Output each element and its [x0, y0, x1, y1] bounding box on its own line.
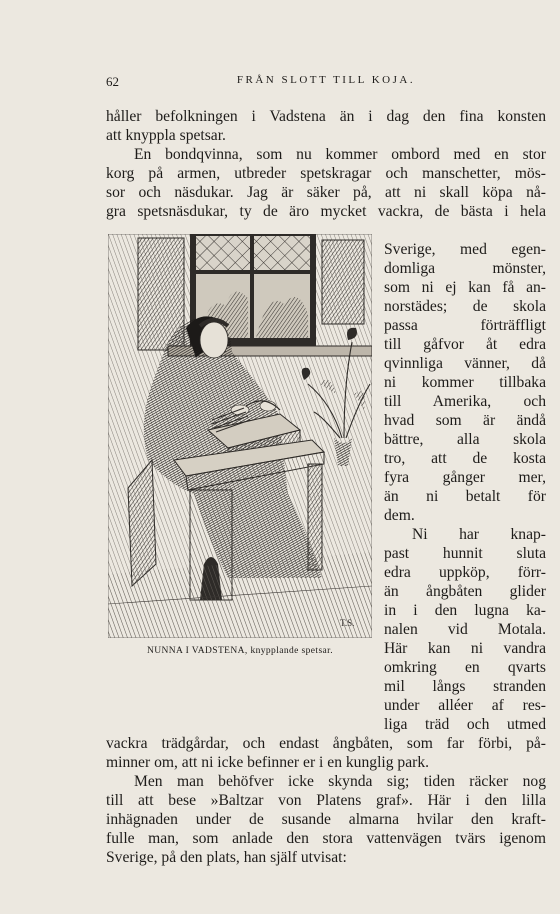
text-line: Sverige, med egen- [384, 241, 546, 258]
text-line: som ni ej kan få an- [384, 279, 546, 296]
text-line: norstädes; de skola [384, 298, 546, 315]
text-line: fulle man, som anlade den stora vattenvägen tvärs igenom [106, 830, 546, 847]
text-line: inhägnaden under de susande almarna hvilar den kraft- [106, 811, 546, 828]
text-line: vackra trädgårdar, och endast ångbåten, som far förbi, på- [106, 735, 546, 752]
text-line: än ångbåten glider [384, 583, 546, 600]
text-line: håller befolkningen i Vadstena än i dag den fina konsten [106, 108, 546, 125]
text-line: sor och näsdukar. Jag är säker på, att ni skall köpa nå- [106, 184, 546, 201]
text-line: gra spetsnäsdukar, ty de äro mycket vackra, de bästa i hela [106, 203, 546, 220]
text-line: till att bese »Baltzar von Platens graf». Här i den lilla [106, 792, 546, 809]
text-line: till Amerika, och [384, 393, 546, 410]
text-line: tro, att de kosta [384, 450, 546, 467]
text-line: ni kommer tillbaka [384, 374, 546, 391]
text-line: minner om, att ni icke befinner er i en kunglig park. [106, 754, 430, 771]
text-line: liga träd och utmed [384, 716, 546, 733]
text-line: än ni betalt för [384, 488, 546, 505]
text-line: in i den lugna ka- [384, 602, 546, 619]
text-line: Ni har knap- [412, 526, 546, 543]
page-header [106, 74, 546, 94]
artist-signature: T.S. [340, 618, 355, 628]
text-line: edra uppköp, förr- [384, 564, 546, 581]
text-line: Här kan ni vandra [384, 640, 546, 657]
text-line: Men man behöfver icke skynda sig; tiden räcker nog [134, 773, 546, 790]
text-line: mil långs stranden [384, 678, 546, 695]
running-title: FRÅN SLOTT TILL KOJA. [236, 74, 416, 86]
text-line: fyra gånger mer, [384, 469, 546, 486]
text-line: domliga mönster, [384, 260, 546, 277]
text-line: passa förträffligt [384, 317, 546, 334]
text-line: korg på armen, utbreder spetskragar och manschetter, mös- [106, 165, 546, 182]
engraving-illustration [108, 234, 372, 638]
text-line: nalen vid Motala. [384, 621, 546, 638]
text-line: hvad som är ändå [384, 412, 546, 429]
text-line: under alléer af res- [384, 697, 546, 714]
text-line: Sverige, på den plats, han själf utvisat: [106, 849, 347, 866]
figure-caption: NUNNA I VADSTENA, knypplande spetsar. [147, 646, 333, 656]
text-line: qvinnliga vänner, då [384, 355, 546, 372]
text-line: past hunnit sluta [384, 545, 546, 562]
text-line: En bondqvinna, som nu kommer ombord med en stor [134, 146, 546, 163]
text-line: bättre, alla skola [384, 431, 546, 448]
text-line: omkring en qvarts [384, 659, 546, 676]
text-line: dem. [384, 507, 415, 524]
text-line: till gåfvor åt edra [384, 336, 546, 353]
page-number: 62 [106, 74, 119, 89]
text-line: att knyppla spetsar. [106, 127, 226, 144]
